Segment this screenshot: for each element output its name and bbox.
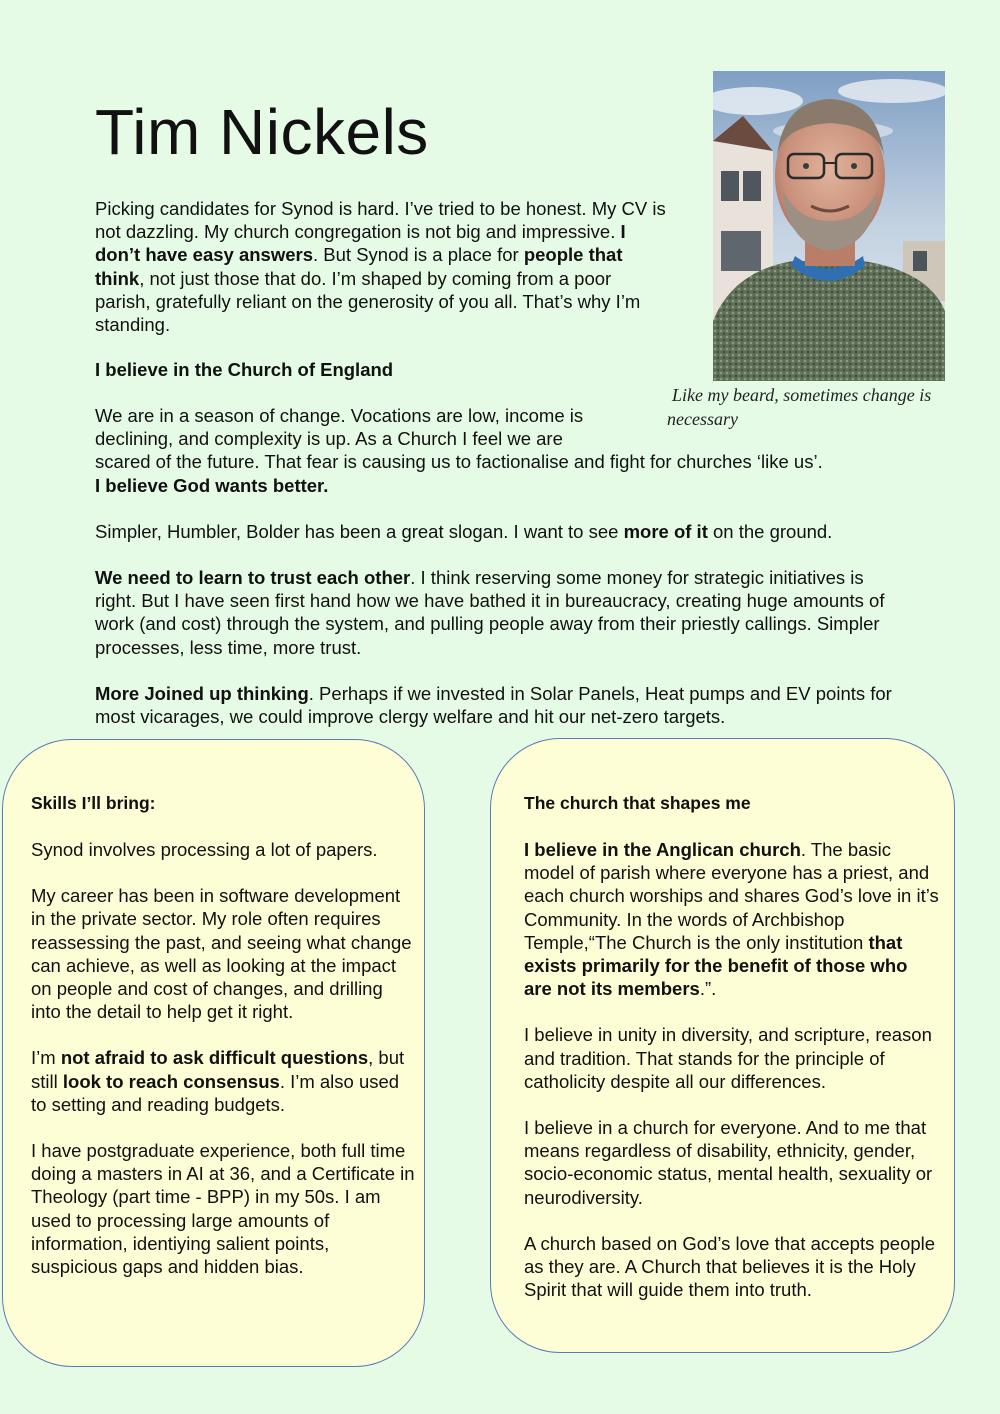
church-paragraph: A church based on God’s love that accepts people as they are. A Church that believes it is the Holy Spirit that will guide them into truth. (524, 1232, 936, 1301)
trust-paragraph: We need to learn to trust each other. I think reserving some money for strategic initiatives is right. But I have seen first hand how we have bathed it in bureaucracy, creating huge amounts of work (and cost) through the system, and pulling people away from their priestly callings. Simpler processes, less time, more trust. (95, 567, 885, 658)
season-paragraph: We are in a season of change. Vocations are low, income is declining, and complexity is up. As a Church I feel we are scared of the future. That fear is causing us to factionalise and fight for churches ‘like us’. I believe God wants better. (95, 405, 823, 496)
skills-paragraph: Synod involves processing a lot of papers. (31, 839, 378, 860)
skills-content (31, 792, 416, 1301)
church-content (524, 792, 939, 1324)
skills-paragraph: I have postgraduate experience, both full time doing a masters in AI at 36, and a Certificate in Theology (part time - BPP) in my 50s. I am used to processing large amounts of information, identiying salient points, suspicious gaps and hidden bias. (31, 1140, 415, 1278)
skills-heading: Skills I’ll bring: (31, 793, 156, 813)
skills-box (2, 739, 425, 1367)
skills-paragraph: I’m not afraid to ask difficult questions, but still look to reach consensus. I’m also used to setting and reading budgets. (31, 1047, 405, 1115)
church-paragraph: I believe in unity in diversity, and scripture, reason and tradition. That stands for the principle of catholicity despite all our differences. (524, 1024, 932, 1092)
candidate-name: Tim Nickels (95, 96, 429, 168)
skills-paragraph: My career has been in software development in the private sector. My role often requires reassessing the past, and seeing what change can achieve, as well as looking at the impact on people and cost of changes, and drilling into the detail to help get it right. (31, 885, 412, 1023)
church-paragraph: I believe in the Anglican church. The basic model of parish where everyone has a priest, and each church worships and shares God’s love in it’s Community. In the words of Archbishop Temple,“The Church is the only institution that exists primarily for the benefit of those who are not its members.”. (524, 839, 939, 1000)
church-heading: The church that shapes me (524, 793, 751, 813)
candidate-photo (713, 71, 945, 381)
photo-caption: Like my beard, sometimes change is necessary (667, 385, 932, 429)
believe-heading: I believe in the Church of England (95, 359, 394, 380)
slogan-paragraph: Simpler, Humbler, Bolder has been a great slogan. I want to see more of it on the ground. (95, 521, 833, 542)
church-box (490, 738, 955, 1353)
intro-paragraph: Picking candidates for Synod is hard. I’ve tried to be honest. My CV is not dazzling. My church congregation is not big and impressive. I don’t have easy answers. But Synod is a place for people that think, not just those that do. I’m shaped by coming from a poor parish, gratefully reliant on the generosity of you all. That’s why I’m standing. (95, 198, 666, 336)
joined-paragraph: More Joined up thinking. Perhaps if we invested in Solar Panels, Heat pumps and EV points for most vicarages, we could improve clergy welfare and hit our net-zero targets. (95, 683, 892, 728)
church-paragraph: I believe in a church for everyone. And to me that means regardless of disability, ethnicity, gender, socio-economic status, mental health, sexuality or neurodiversity. (524, 1117, 933, 1208)
